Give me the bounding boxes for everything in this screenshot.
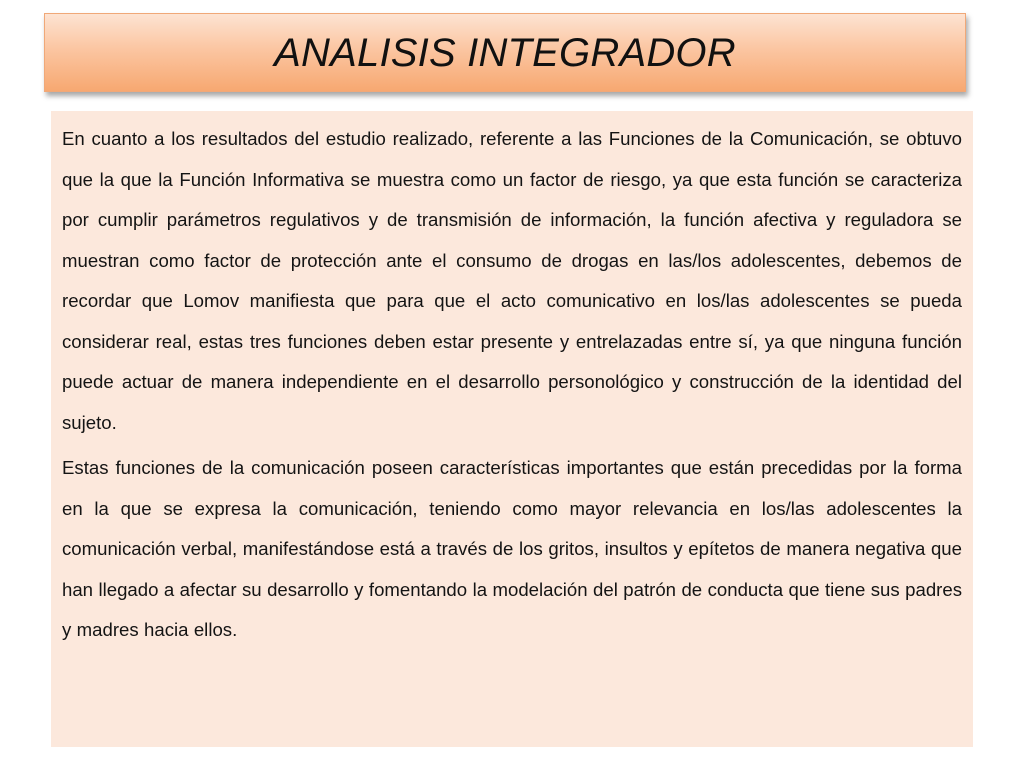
paragraph-characteristics: Estas funciones de la comunicación poseen características importantes que están precedidas por la forma en la que se expresa la comunicación, teniendo como mayor relevancia en los/las adolescentes la comunicación verbal, manifestándose está a través de los gritos, insultos y epítetos de manera negativa que han llegado a afectar su desarrollo y fomentando la modelación del patrón de conducta que tiene sus padres y madres hacia ellos. xyxy=(62,457,962,640)
content-box xyxy=(51,111,973,747)
paragraph-results: En cuanto a los resultados del estudio realizado, referente a las Funciones de la Comunicación, se obtuvo que la que la Función Informativa se muestra como un factor de riesgo, ya que esta función se caracteriza por cumplir parámetros regulativos y de transmisión de información, la función afectiva y reguladora se muestran como factor de protección ante el consumo de drogas en las/los adolescentes, debemos de recordar que Lomov manifiesta que para que el acto comunicativo en los/las adolescentes se pueda considerar real, estas tres funciones deben estar presente y entrelazadas entre sí, ya que ninguna función puede actuar de manera independiente en el desarrollo personológico y construcción de la identidad del sujeto. xyxy=(62,128,962,433)
title-banner xyxy=(44,13,966,92)
slide-title: ANALISIS INTEGRADOR xyxy=(274,31,736,75)
